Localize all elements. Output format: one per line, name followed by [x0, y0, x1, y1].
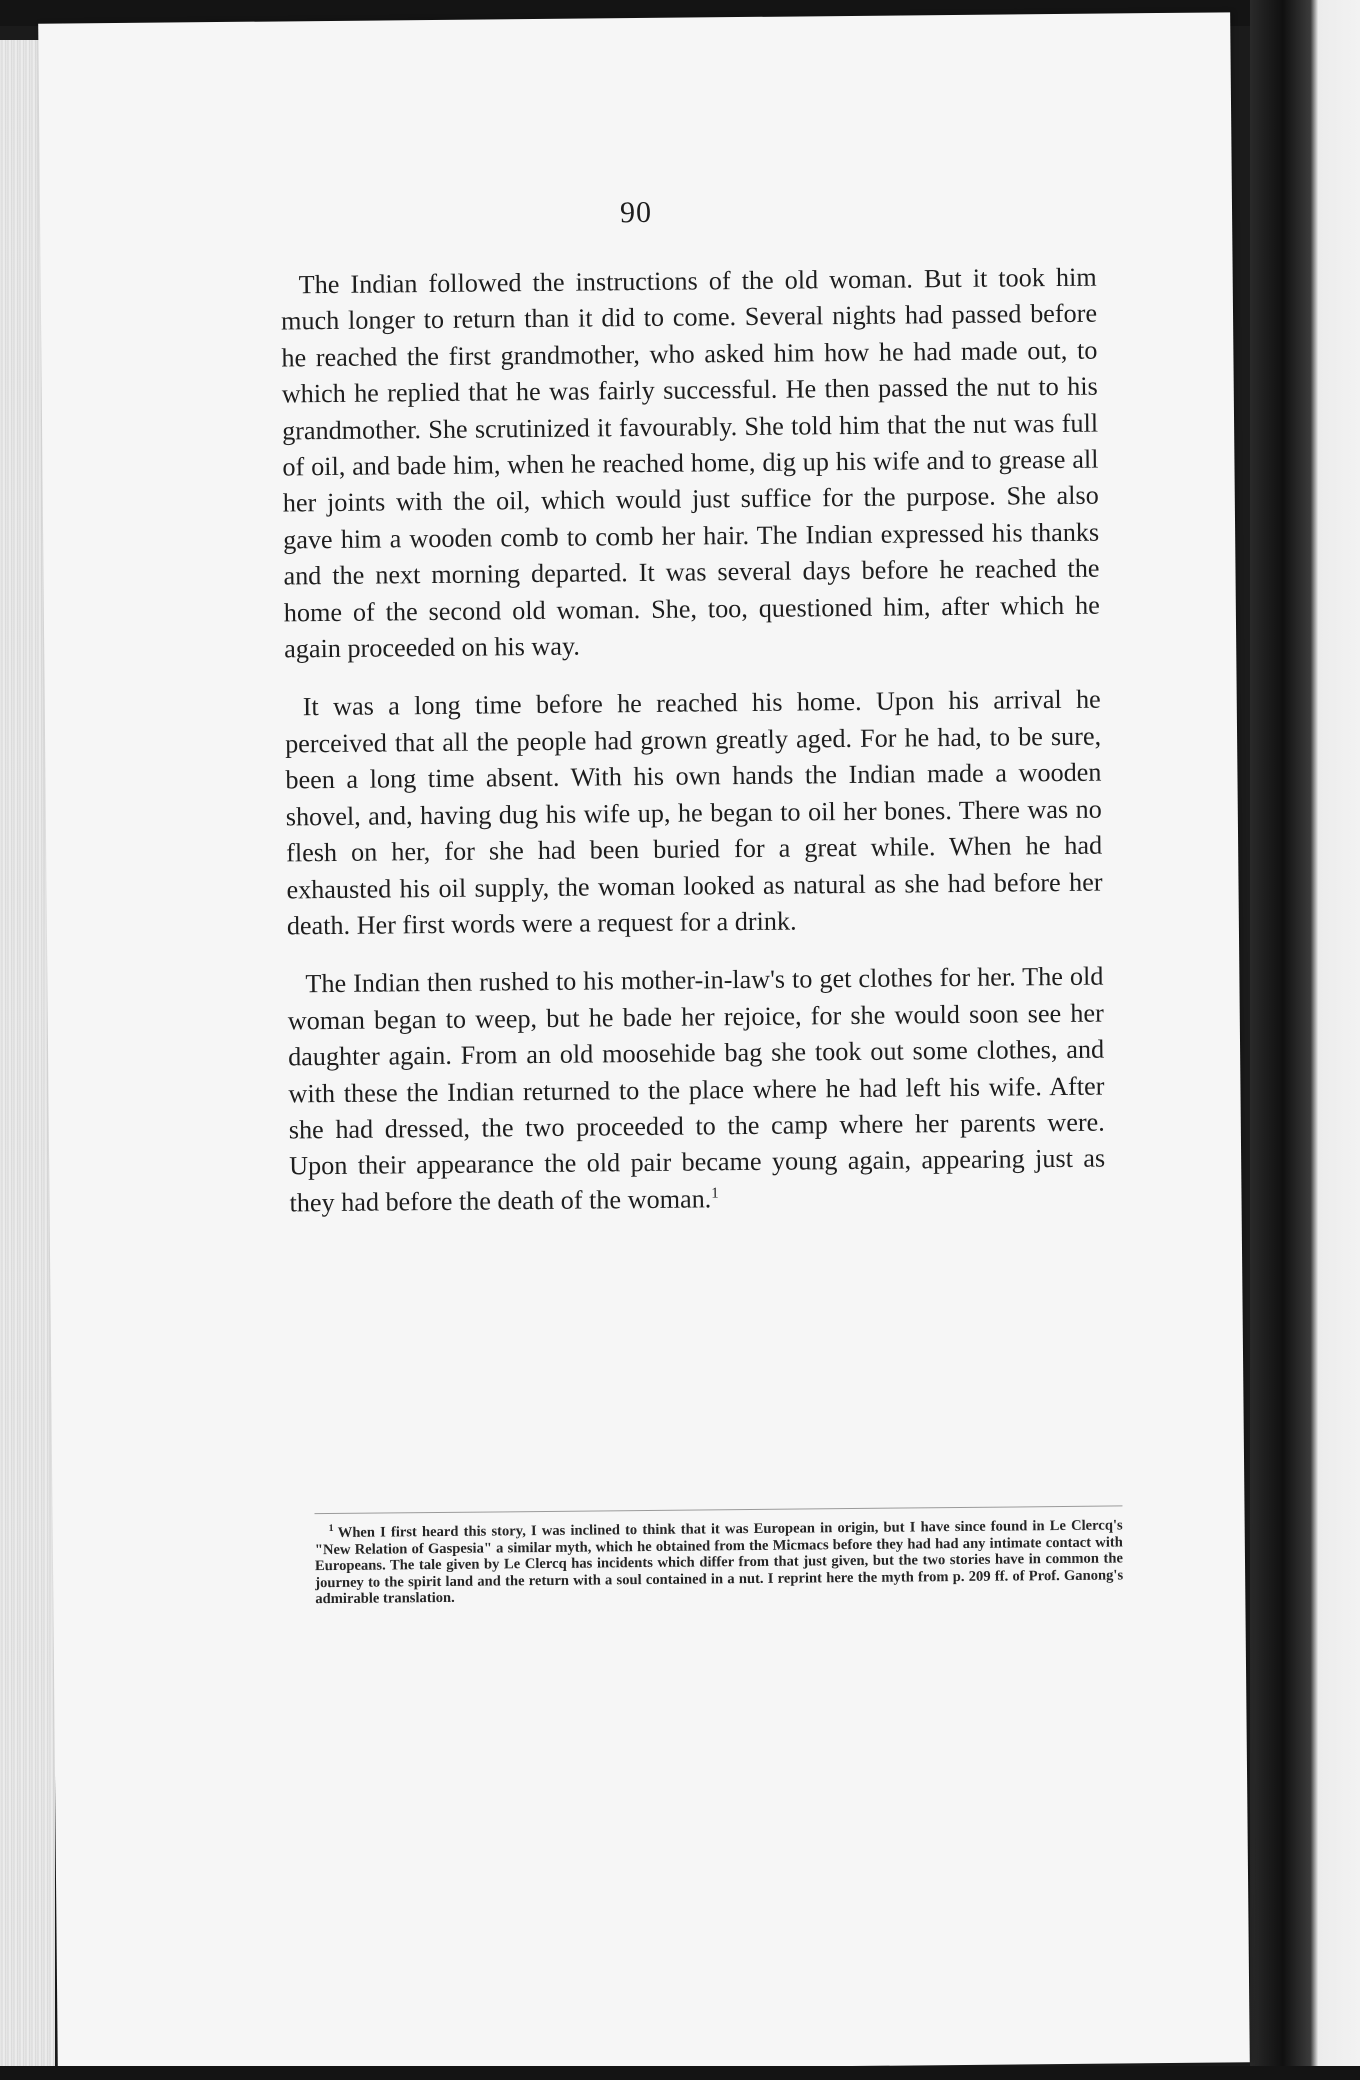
footnote-text: When I first heard this story, I was inclined to think that it was European in origin, but I have since found in Le Clercq's "New Relation of Gaspesia" a similar myth, which he obtained from the Micmacs before they had had any intimate contact with Europeans. The tale given by Le Clercq has incidents which differ from that just given, but the two stories have in common the journey to the spirit land and the return with a soul contained in a nut. I reprint here the myth from p. 209 ff. of Prof. Ganong's admirable translation.	[314, 1517, 1124, 1608]
paragraph-2	[285, 682, 1103, 945]
paragraph-2-text: It was a long time before he reached his home. Upon his arrival he perceived that all the people had grown greatly aged. For he had, to be sure, been a long time absent. With his own hands the Indian made a wooden shovel, and, having dug his wife up, he began to oil her bones. There was no flesh on her, for she had been buried for a great while. When he had exhausted his oil supply, the woman looked as natural as she had before her death. Her first words were a request for a drink.	[284, 685, 1103, 941]
page-content	[38, 12, 1250, 2073]
paragraph-3	[287, 959, 1105, 1222]
book-page	[38, 12, 1250, 2073]
footnote-mark: 1	[328, 1523, 334, 1535]
book-gutter-shadow	[1250, 0, 1360, 2080]
paragraph-1-text: The Indian followed the instructions of the old woman. But it took him much longer to return than it did to come. Several nights had passed before he reached the first grandmother, who asked him how he had made out, to which he replied that he was fairly successful. He then passed the nut to his grandmother. She scrutinized it favourably. She told him that the nut was full of oil, and bade him, when he reached home, dig up his wife and to grease all her joints with the oil, which would just suffice for the purpose. She also gave him a wooden comb to comb her hair. The Indian expressed his thanks and the next morning departed. It was several days before he reached the home of the second old woman. She, too, questioned him, after which he again proceeded on his way.	[280, 262, 1100, 664]
page-number: 90	[619, 195, 653, 230]
footnote	[315, 1517, 1124, 1608]
footnote-divider	[314, 1505, 1122, 1514]
paragraph-1	[281, 260, 1101, 668]
scan-bottom-border	[0, 2066, 1360, 2080]
paragraph-3-text: The Indian then rushed to his mother-in-law's to get clothes for her. The old woman began to weep, but he bade her rejoice, for she would soon see her daughter again. From an old moosehide bag she took out some clothes, and with these the Indian returned to the place where he had left his wife. After she had dressed, the two proceeded to the camp where her parents were. Upon their appearance the old pair became young again, appearing just as they had before the death of the woman.	[287, 961, 1106, 1218]
body-text	[281, 260, 1106, 1244]
footnote-reference: 1	[711, 1185, 719, 1202]
